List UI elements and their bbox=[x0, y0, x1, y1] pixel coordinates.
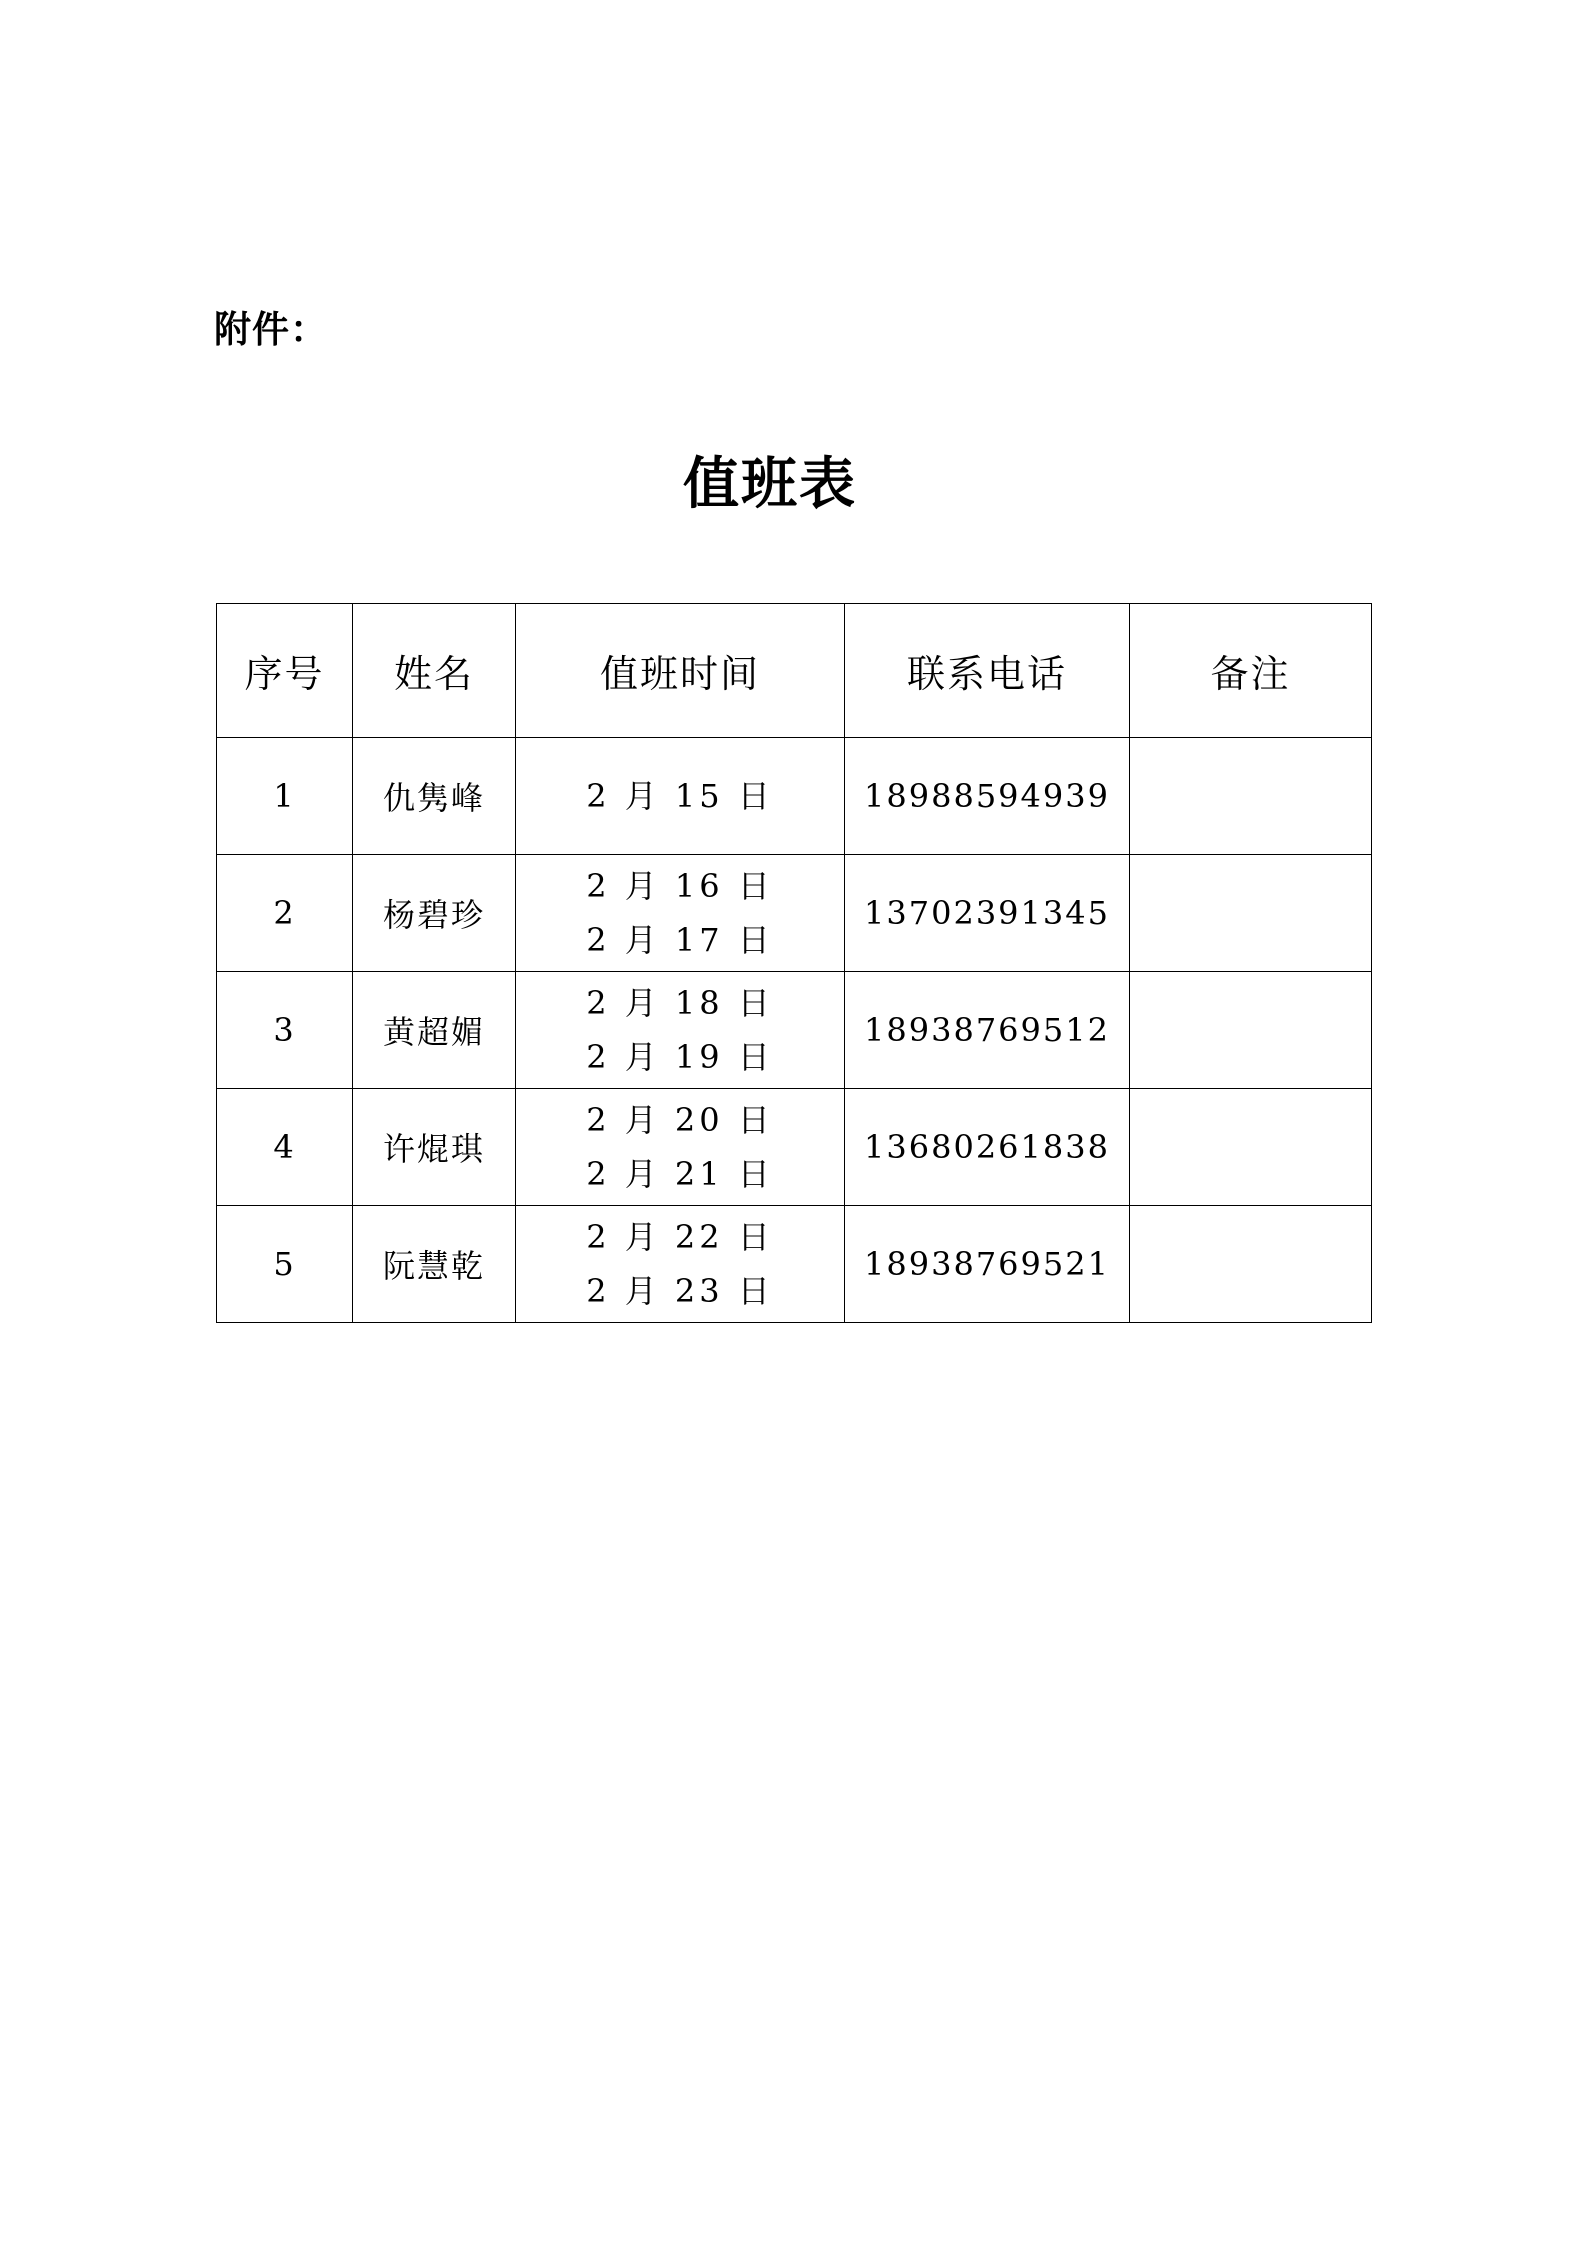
attachment-label: 附件： bbox=[214, 308, 328, 351]
header-name: 姓名 bbox=[353, 604, 516, 738]
cell-seq: 3 bbox=[217, 972, 353, 1089]
cell-remark bbox=[1130, 1089, 1372, 1206]
duty-date: 2 月 16 日 bbox=[586, 867, 774, 905]
cell-remark bbox=[1130, 738, 1372, 855]
cell-seq: 4 bbox=[217, 1089, 353, 1206]
duty-date: 2 月 18 日 bbox=[586, 984, 774, 1022]
table-row bbox=[217, 1206, 1372, 1323]
cell-phone: 13680261838 bbox=[845, 1089, 1130, 1206]
cell-phone: 18938769512 bbox=[845, 972, 1130, 1089]
cell-phone: 18988594939 bbox=[845, 738, 1130, 855]
table-row bbox=[217, 1089, 1372, 1206]
table-header-row bbox=[217, 604, 1372, 738]
header-phone: 联系电话 bbox=[845, 604, 1130, 738]
duty-date: 2 月 19 日 bbox=[586, 1038, 774, 1076]
header-seq: 序号 bbox=[217, 604, 353, 738]
cell-time bbox=[516, 1089, 845, 1206]
cell-name: 许焜琪 bbox=[353, 1089, 516, 1206]
duty-date: 2 月 22 日 bbox=[586, 1218, 774, 1256]
cell-phone: 18938769521 bbox=[845, 1206, 1130, 1323]
table-row bbox=[217, 738, 1372, 855]
cell-seq: 2 bbox=[217, 855, 353, 972]
header-time: 值班时间 bbox=[516, 604, 845, 738]
duty-date: 2 月 17 日 bbox=[586, 921, 774, 959]
duty-date: 2 月 23 日 bbox=[586, 1272, 774, 1310]
page-title: 值班表 bbox=[683, 452, 857, 517]
duty-date: 2 月 21 日 bbox=[586, 1155, 774, 1193]
cell-name: 杨碧珍 bbox=[353, 855, 516, 972]
cell-name: 仇隽峰 bbox=[353, 738, 516, 855]
cell-time bbox=[516, 972, 845, 1089]
cell-name: 阮慧乾 bbox=[353, 1206, 516, 1323]
cell-time bbox=[516, 855, 845, 972]
cell-time bbox=[516, 738, 845, 855]
cell-remark bbox=[1130, 1206, 1372, 1323]
cell-remark bbox=[1130, 972, 1372, 1089]
duty-date: 2 月 20 日 bbox=[586, 1101, 774, 1139]
header-remark: 备注 bbox=[1130, 604, 1372, 738]
cell-phone: 13702391345 bbox=[845, 855, 1130, 972]
cell-time bbox=[516, 1206, 845, 1323]
cell-name: 黄超媚 bbox=[353, 972, 516, 1089]
table-row bbox=[217, 855, 1372, 972]
duty-date: 2 月 15 日 bbox=[586, 777, 774, 815]
cell-remark bbox=[1130, 855, 1372, 972]
table-row bbox=[217, 972, 1372, 1089]
cell-seq: 5 bbox=[217, 1206, 353, 1323]
cell-seq: 1 bbox=[217, 738, 353, 855]
duty-roster-table bbox=[216, 603, 1372, 1323]
